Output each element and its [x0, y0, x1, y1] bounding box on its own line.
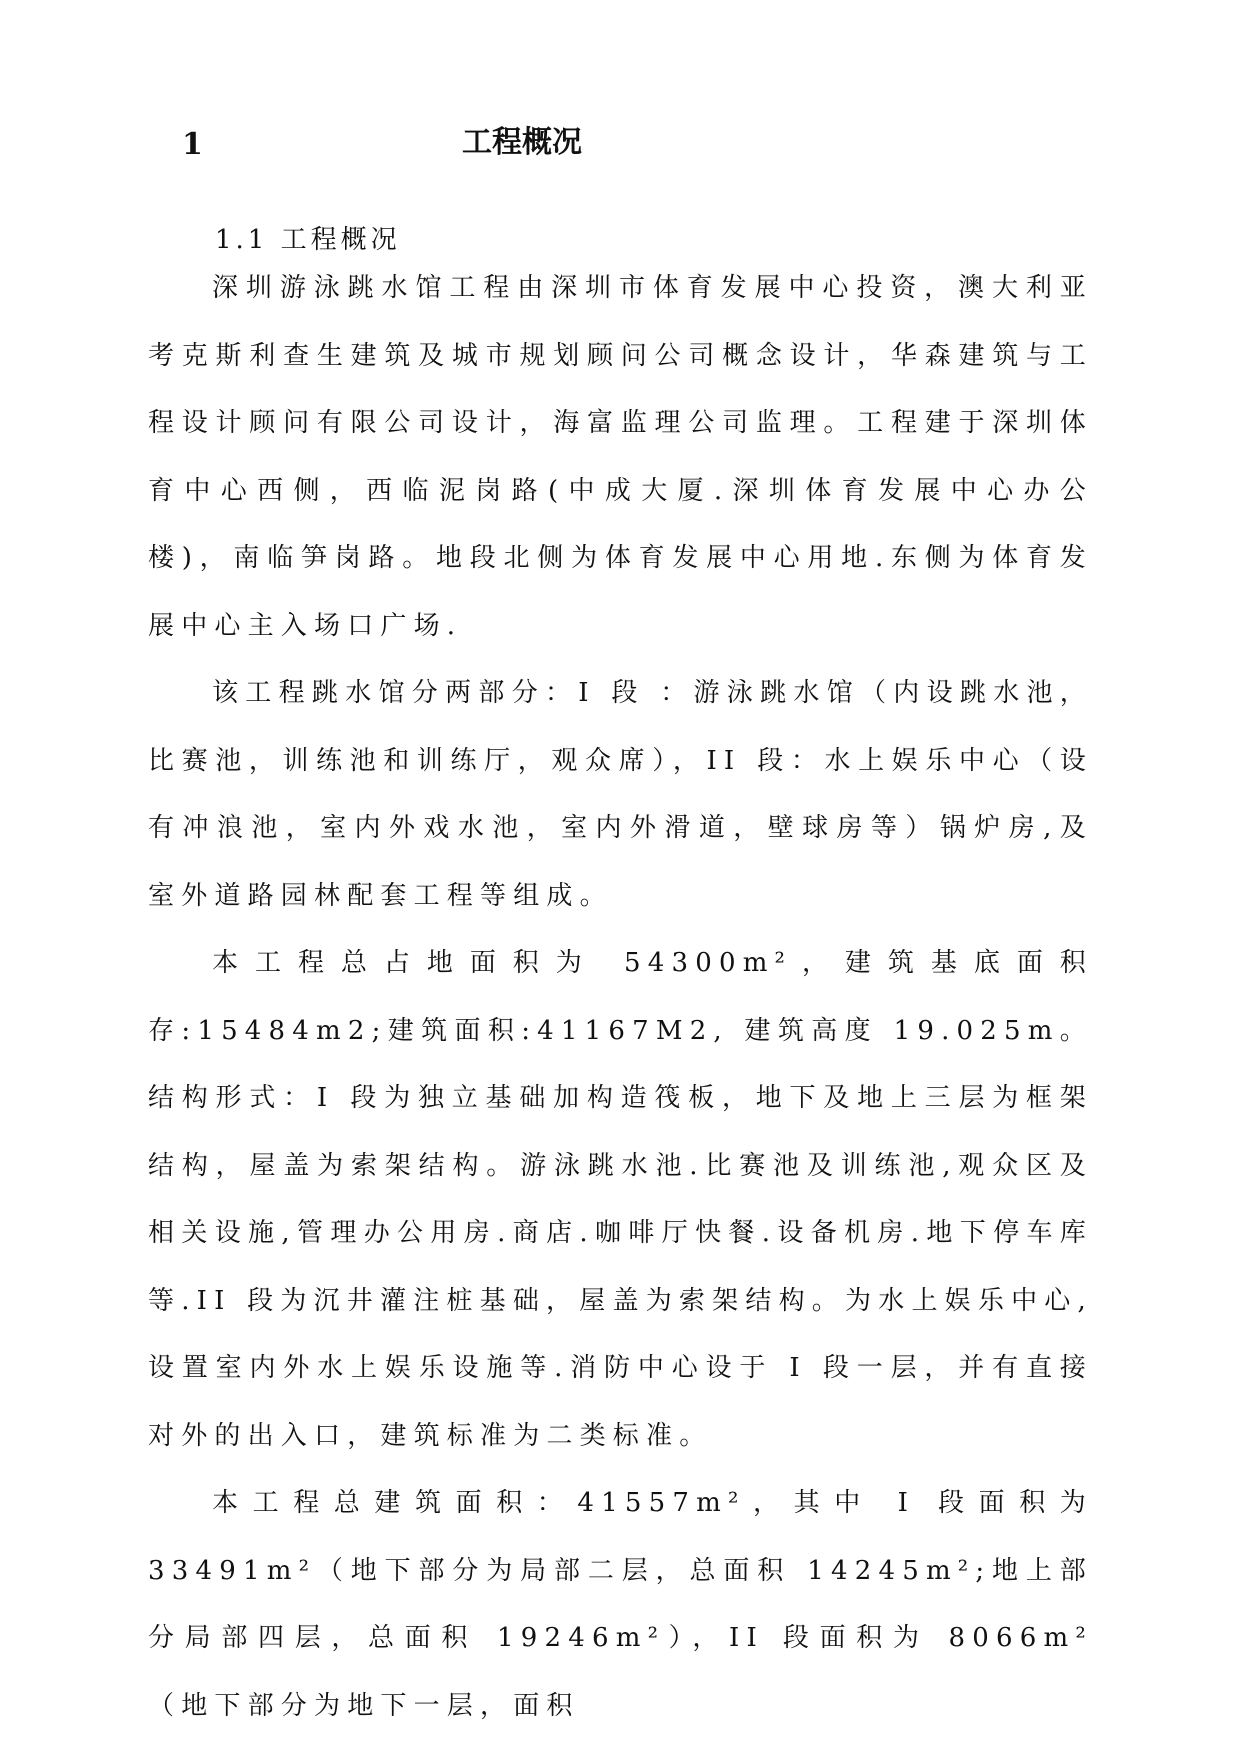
section-title: 1.1 工程概况 [215, 225, 401, 255]
paragraph-area-and-structure: 本工程总占地面积为 54300m²，建筑基底面积存:15484m2;建筑面积:41167M2, 建筑高度 19.025m。结构形式：I 段为独立基础加构造筏板，地下及地上三层为框架结构，屋盖为索架结构。游泳跳水池.比赛池及训练池,观众区及相关设施,管理办公用房.商店.咖啡厅快餐.设备机房.地下停车库等.II 段为沉井灌注桩基础，屋盖为索架结构。为水上娱乐中心,设置室内外水上娱乐设施等.消防中心设于 I 段一层，并有直接对外的出入口，建筑标准为二类标准。 [148, 948, 1093, 1451]
chapter-title: 工程概况 [462, 125, 582, 160]
paragraph-project-sections: 该工程跳水馆分两部分：I 段 ：游泳跳水馆（内设跳水池，比赛池，训练池和训练厅，观众席），II 段：水上娱乐中心（设有冲浪池，室内外戏水池，室内外滑道，壁球房等）锅炉房,及室外道路园林配套工程等组成。 [148, 678, 1093, 911]
body-text [148, 255, 1093, 1740]
paragraph-project-overview: 深圳游泳跳水馆工程由深圳市体育发展中心投资，澳大利亚考克斯利查生建筑及城市规划顾问公司概念设计，华森建筑与工程设计顾问有限公司设计，海富监理公司监理。工程建于深圳体育中心西侧，西临泥岗路(中成大厦.深圳体育发展中心办公楼)，南临笋岗路。地段北侧为体育发展中心用地.东侧为体育发展中心主入场口广场. [148, 273, 1093, 641]
chapter-number: 1 [182, 127, 203, 162]
paragraph-total-building-area: 本工程总建筑面积：41557m²，其中 I 段面积为 33491m²（地下部分为局部二层，总面积 14245m²;地上部分局部四层，总面积 19246m²），II 段面积为 8066m²（地下部分为地下一层，面积 [148, 1488, 1093, 1721]
